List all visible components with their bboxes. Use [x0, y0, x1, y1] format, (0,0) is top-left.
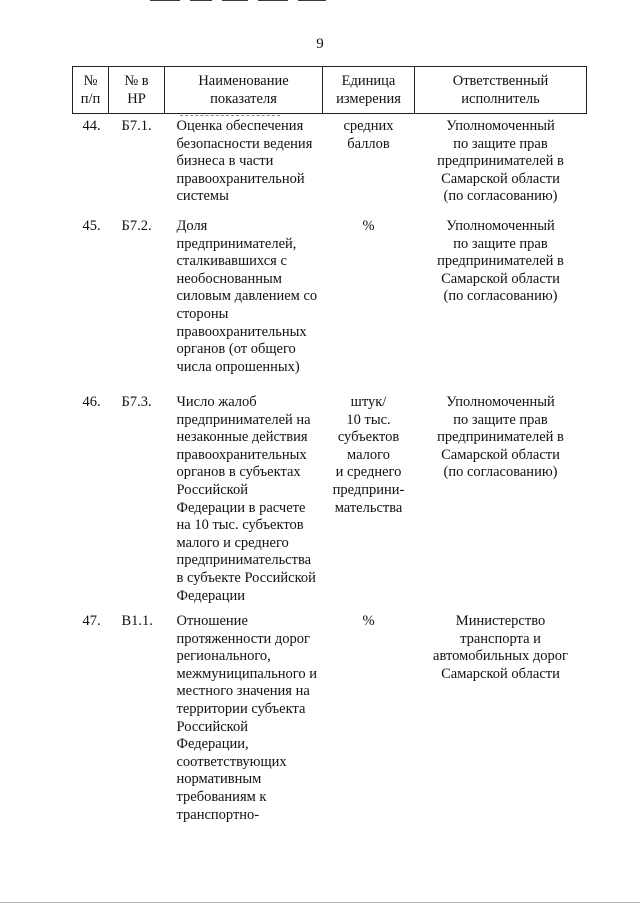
indicator-name-line: предпринимательства	[176, 552, 312, 569]
indicator-name-line: требованиям к	[176, 788, 267, 805]
scan-artifact-top	[190, 0, 212, 1]
unit-line: средних	[343, 118, 394, 134]
executor-line: предпринимателей в	[437, 153, 564, 170]
table-row	[73, 114, 587, 219]
unit-line: %	[362, 613, 375, 629]
row-number: 46.	[82, 394, 101, 410]
indicator-name-line: межмуниципального и	[176, 665, 317, 682]
indicator-name-line: необоснованным	[176, 270, 282, 287]
indicator-name-line: безопасности ведения	[176, 135, 313, 152]
indicator-name-line: протяженности дорог	[176, 630, 311, 647]
executor-line: по защите прав	[453, 135, 548, 152]
row-code: В1.1.	[121, 613, 153, 629]
unit-line: %	[362, 218, 375, 234]
indicator-name-line: транспортно-	[176, 806, 260, 823]
indicator-name-line: предпринимателей на	[176, 411, 311, 428]
unit-line: штук/	[350, 394, 387, 410]
responsible-executor	[415, 394, 587, 613]
responsible-executor	[415, 218, 587, 394]
row-code: Б7.2.	[121, 218, 152, 234]
executor-line: транспорта и	[460, 630, 541, 647]
indicator-name-line: малого и среднего	[176, 534, 289, 551]
indicator-name-line: Федерации	[176, 587, 245, 604]
unit-line: малого	[347, 446, 390, 463]
indicator-name-line: на 10 тыс. субъектов	[176, 517, 304, 534]
indicator-name	[165, 114, 323, 219]
indicator-name-line: в субъекте Российской	[176, 569, 316, 586]
header-name-line: Наименование	[198, 73, 289, 89]
unit-line: предприни-	[332, 481, 405, 498]
executor-line: Самарской области	[441, 170, 560, 187]
indicator-name-line: предпринимателей,	[176, 235, 297, 252]
indicator-name-line: Число жалоб	[176, 394, 257, 410]
table-body	[73, 114, 587, 834]
unit-line: баллов	[347, 135, 390, 152]
indicator-name-line: территории субъекта	[176, 700, 306, 717]
executor-line: автомобильных дорог	[433, 648, 568, 665]
header-code	[109, 67, 165, 114]
row-code: Б7.1.	[121, 118, 152, 134]
indicator-name-line: соответствующих	[176, 753, 287, 770]
scan-artifact-top	[258, 0, 288, 1]
scan-artifact-bottom	[0, 902, 640, 903]
header-exec	[415, 67, 587, 114]
executor-line: Министерство	[455, 613, 546, 629]
indicator-name-line: органов в субъектах	[176, 464, 301, 481]
executor-line: Самарской области	[441, 446, 560, 463]
executor-line: Самарской области	[441, 270, 560, 287]
unit-line: 10 тыс.	[346, 411, 391, 428]
indicator-name	[165, 394, 323, 613]
unit-line: и среднего	[335, 464, 402, 481]
indicator-name-line: регионального,	[176, 648, 271, 665]
unit	[323, 218, 415, 394]
page-number: 9	[316, 36, 324, 52]
executor-line: по защите прав	[453, 411, 548, 428]
indicator-name-line: правоохранительных	[176, 446, 307, 463]
executor-line: Уполномоченный	[446, 118, 555, 134]
indicator-name-line: органов (от общего	[176, 341, 296, 358]
table-row	[73, 218, 587, 394]
indicator-name-line: незаконные действия	[176, 429, 308, 446]
header-num-line: №	[83, 73, 98, 89]
executor-line: (по согласованию)	[443, 188, 558, 205]
executor-line: Уполномоченный	[446, 218, 555, 234]
indicator-name-line: сталкивавшихся с	[176, 253, 287, 270]
header-name	[165, 67, 323, 114]
indicator-name-line: правоохранительных	[176, 323, 307, 340]
executor-line: Уполномоченный	[446, 394, 555, 410]
header-name-line: показателя	[210, 91, 277, 107]
unit	[323, 114, 415, 219]
executor-line: (по согласованию)	[443, 464, 558, 481]
indicator-name-line: правоохранительной	[176, 170, 305, 187]
responsible-executor	[415, 114, 587, 219]
responsible-executor	[415, 613, 587, 833]
executor-line: (по согласованию)	[443, 288, 558, 305]
executor-line: предпринимателей в	[437, 253, 564, 270]
header-code-line: НР	[127, 91, 146, 107]
indicator-name-line: Федерации,	[176, 736, 249, 753]
indicator-name-line: Отношение	[176, 613, 248, 629]
indicator-name	[165, 218, 323, 394]
unit	[323, 394, 415, 613]
indicator-name-line: силовым давлением со	[176, 288, 318, 305]
scan-artifact-top	[150, 0, 180, 1]
header-exec-line: Ответственный	[452, 73, 549, 89]
unit-line: субъектов	[337, 429, 400, 446]
header-exec-line: исполнитель	[461, 91, 540, 107]
row-number: 44.	[82, 118, 101, 134]
indicator-name-line: Федерации в расчете	[176, 499, 306, 516]
indicator-name-line: числа опрошенных)	[176, 358, 300, 375]
table-row	[73, 394, 587, 613]
header-unit	[323, 67, 415, 114]
indicator-name	[165, 613, 323, 833]
indicator-name-line: стороны	[176, 305, 229, 322]
unit	[323, 613, 415, 833]
unit-line: мательства	[334, 499, 403, 516]
indicator-name-line: нормативным	[176, 771, 262, 788]
indicator-name-line: местного значения на	[176, 683, 310, 700]
row-number: 47.	[82, 613, 101, 629]
indicators-table	[72, 66, 587, 833]
header-num-line: п/п	[80, 91, 101, 107]
indicator-name-line: бизнеса в части	[176, 153, 274, 170]
header-unit-line: измерения	[336, 91, 401, 107]
indicator-name-line: Доля	[176, 218, 208, 234]
row-code: Б7.3.	[121, 394, 152, 410]
table-row	[73, 613, 587, 833]
indicator-name-line: Российской	[176, 718, 248, 735]
executor-line: Самарской области	[441, 665, 560, 682]
table-header	[73, 67, 587, 114]
indicator-name-line: Оценка обеспечения	[176, 118, 304, 134]
executor-line: предпринимателей в	[437, 429, 564, 446]
scan-artifact-top	[298, 0, 326, 1]
header-code-line: № в	[124, 73, 149, 89]
row-number: 45.	[82, 218, 101, 234]
indicator-name-line: системы	[176, 188, 229, 205]
executor-line: по защите прав	[453, 235, 548, 252]
header-num	[73, 67, 109, 114]
scan-artifact-top	[222, 0, 248, 1]
header-unit-line: Единица	[341, 73, 396, 89]
indicator-name-line: Российской	[176, 481, 248, 498]
